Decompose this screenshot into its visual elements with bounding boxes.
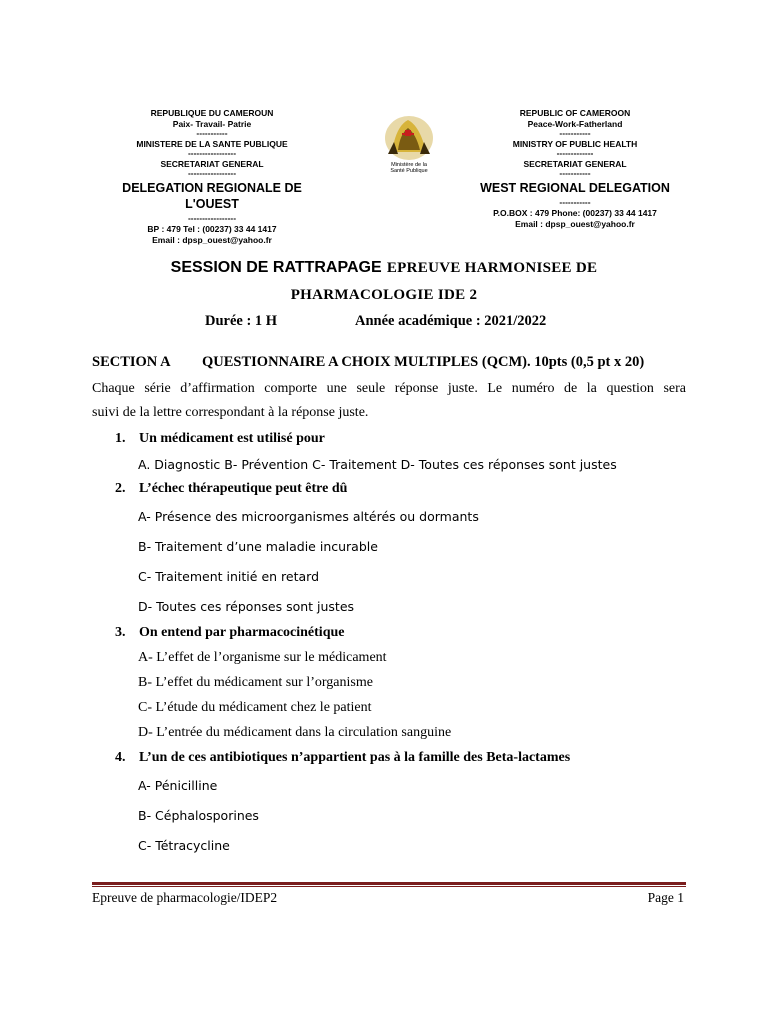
footer-divider: [92, 882, 686, 885]
question-number: 3.: [115, 625, 126, 640]
instructions-line-2: suivi de la lettre correspondant à la réponse juste.: [92, 405, 369, 420]
footer-exam-name: Epreuve de pharmacologie/IDEP2: [92, 890, 278, 905]
question-3: [115, 625, 344, 641]
exam-subject: PHARMACOLOGIE IDE 2: [290, 287, 478, 303]
section-title: QUESTIONNAIRE A CHOIX MULTIPLES (QCM). 10pts (0,5 pt x 20): [202, 354, 645, 370]
header-left-delegation: DELEGATION REGIONALE DE L'OUEST: [122, 181, 302, 211]
header-right-separator: -------------: [556, 148, 594, 158]
header-right-secretariat: SECRETARIAT GENERAL: [523, 159, 627, 169]
logo-caption-2: Santé Publique: [390, 168, 428, 174]
header-right-separator: -----------: [559, 128, 591, 138]
header-right-country: REPUBLIC OF CAMEROON: [519, 108, 631, 118]
footer-divider-thin: [92, 886, 686, 887]
footer-page-number: Page 1: [647, 890, 684, 905]
question-text: On entend par pharmacocinétique: [139, 625, 345, 640]
question-2: [115, 481, 347, 497]
header-right-delegation: WEST REGIONAL DELEGATION: [480, 181, 670, 195]
header-right-motto: Peace-Work-Fatherland: [527, 119, 623, 129]
exam-title-session: SESSION DE RATTRAPAGE: [170, 259, 382, 276]
question-4-option-b: B- Céphalosporines: [138, 808, 259, 823]
academic-year: Année académique : 2021/2022: [355, 313, 547, 329]
header-left-block: [96, 108, 328, 246]
question-text: Un médicament est utilisé pour: [139, 431, 325, 446]
ministry-logo-icon: [374, 112, 444, 178]
header-left-contact: BP : 479 Tel : (00237) 33 44 1417: [147, 224, 277, 234]
exam-title-epreuve: EPREUVE HARMONISEE DE: [386, 260, 598, 276]
question-2-option-b: B- Traitement d’une maladie incurable: [138, 539, 378, 554]
question-2-option-d: D- Toutes ces réponses sont justes: [138, 599, 355, 614]
header-right-separator: -----------: [559, 168, 591, 178]
ministry-logo: [374, 112, 444, 178]
header-left-email: Email : dpsp_ouest@yahoo.fr: [152, 235, 272, 245]
question-4-option-c: C- Tétracycline: [138, 838, 230, 853]
question-4: [115, 750, 570, 766]
question-text: L’un de ces antibiotiques n’appartient pas à la famille des Beta-lactames: [139, 750, 571, 765]
exam-duration: Durée : 1 H: [205, 313, 278, 329]
exam-title: [0, 258, 768, 277]
header-left-ministry: MINISTERE DE LA SANTE PUBLIQUE: [136, 139, 288, 149]
question-2-option-c: C- Traitement initié en retard: [138, 569, 319, 584]
question-number: 1.: [115, 431, 126, 446]
question-3-option-b: B- L’effet du médicament sur l’organisme: [138, 675, 373, 690]
header-left-separator: -----------: [196, 128, 228, 138]
header-right-separator: -----------: [559, 197, 591, 207]
question-1: [115, 431, 325, 447]
section-label: SECTION A: [92, 354, 171, 370]
header-left-separator: -----------------: [187, 148, 237, 158]
header-left-secretariat: SECRETARIAT GENERAL: [160, 159, 264, 169]
header-right-block: [475, 108, 675, 230]
question-2-option-a: A- Présence des microorganismes altérés ou dormants: [138, 509, 479, 524]
header-left-separator: -----------------: [187, 213, 237, 223]
logo-caption-1: Ministère de la: [391, 162, 427, 168]
header-right-contact: P.O.BOX : 479 Phone: (00237) 33 44 1417: [493, 208, 657, 218]
header-right-ministry: MINISTRY OF PUBLIC HEALTH: [512, 139, 638, 149]
question-3-option-c: C- L’étude du médicament chez le patient: [138, 700, 372, 715]
question-text: L’échec thérapeutique peut être dû: [139, 481, 348, 496]
question-number: 4.: [115, 750, 126, 765]
instructions-line-1: Chaque série d’affirmation comporte une seule réponse juste. Le numéro de la question sera: [92, 381, 686, 396]
header-left-separator: -----------------: [187, 168, 237, 178]
question-3-option-a: A- L’effet de l’organisme sur le médicament: [138, 650, 387, 665]
question-1-options: A. Diagnostic B- Prévention C- Traitement D- Toutes ces réponses sont justes: [138, 457, 617, 472]
question-number: 2.: [115, 481, 126, 496]
header-right-email: Email : dpsp_ouest@yahoo.fr: [515, 219, 635, 229]
question-3-option-d: D- L’entrée du médicament dans la circulation sanguine: [138, 725, 452, 740]
header-left-motto: Paix- Travail- Patrie: [172, 119, 252, 129]
header-left-country: REPUBLIQUE DU CAMEROUN: [150, 108, 274, 118]
question-4-option-a: A- Pénicilline: [138, 778, 218, 793]
